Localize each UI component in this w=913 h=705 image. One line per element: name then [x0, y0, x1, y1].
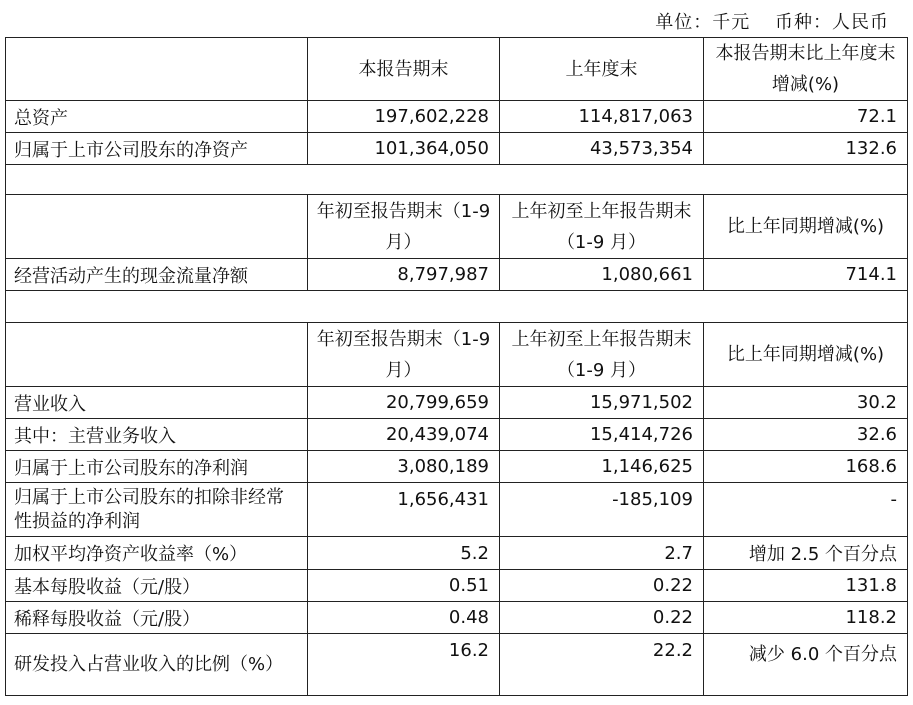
- row-label: 稀释每股收益（元/股）: [6, 602, 308, 634]
- cell-value: 132.6: [704, 133, 908, 165]
- cell-value: 5.2: [308, 537, 500, 570]
- cell-value: 16.2: [308, 634, 500, 696]
- cell-value: 1,146,625: [500, 451, 704, 483]
- row-label: 营业收入: [6, 387, 308, 419]
- row-label: 归属于上市公司股东的净利润: [6, 451, 308, 483]
- cell-value: 714.1: [704, 259, 908, 291]
- cell-value: 0.22: [500, 570, 704, 602]
- cell-value: 8,797,987: [308, 259, 500, 291]
- cell-value: 168.6: [704, 451, 908, 483]
- header-change-pct: 本报告期末比上年度末增减(%): [704, 38, 908, 101]
- cell-value: 0.51: [308, 570, 500, 602]
- cell-value: 1,656,431: [308, 483, 500, 537]
- table-row: [6, 101, 908, 133]
- cell-value: 1,080,661: [500, 259, 704, 291]
- currency-label: 币种：人民币: [775, 12, 889, 33]
- table-row: [6, 259, 908, 291]
- section3-header-row: [6, 323, 908, 387]
- spacer-row: [6, 291, 908, 323]
- header-ytd: 年初至报告期末（1-9 月）: [308, 323, 500, 387]
- row-label: 归属于上市公司股东的扣除非经常性损益的净利润: [6, 483, 308, 537]
- table-row: [6, 419, 908, 451]
- row-label: 研发投入占营业收入的比例（%）: [6, 634, 308, 696]
- header-yoy-change: 比上年同期增减(%): [704, 323, 908, 387]
- table-row: [6, 387, 908, 419]
- table-row: [6, 483, 908, 537]
- cell-value: 72.1: [704, 101, 908, 133]
- unit-label: 单位：千元: [655, 12, 751, 33]
- table-row: [6, 602, 908, 634]
- cell-value: 43,573,354: [500, 133, 704, 165]
- cell-value: 32.6: [704, 419, 908, 451]
- unit-line: [637, 8, 889, 34]
- cell-value: -: [704, 483, 908, 537]
- spacer-cell: [6, 165, 908, 195]
- header-current-period-end: 本报告期末: [308, 38, 500, 101]
- cell-value: 3,080,189: [308, 451, 500, 483]
- table-row: [6, 570, 908, 602]
- table-row: [6, 537, 908, 570]
- section1-header-row: [6, 38, 908, 101]
- cell-value: 118.2: [704, 602, 908, 634]
- financial-table: [5, 37, 908, 696]
- cell-value: -185,109: [500, 483, 704, 537]
- section2-header-row: [6, 195, 908, 259]
- row-label: 归属于上市公司股东的净资产: [6, 133, 308, 165]
- cell-value: 114,817,063: [500, 101, 704, 133]
- cell-value: 2.7: [500, 537, 704, 570]
- row-label: 基本每股收益（元/股）: [6, 570, 308, 602]
- table-row: [6, 451, 908, 483]
- cell-value: 197,602,228: [308, 101, 500, 133]
- row-label: 加权平均净资产收益率（%）: [6, 537, 308, 570]
- cell-value: 101,364,050: [308, 133, 500, 165]
- table-row: [6, 634, 908, 696]
- cell-value: 0.22: [500, 602, 704, 634]
- header-prior-ytd: 上年初至上年报告期末（1-9 月）: [500, 323, 704, 387]
- header-blank: [6, 323, 308, 387]
- row-label: 总资产: [6, 101, 308, 133]
- cell-value: 20,799,659: [308, 387, 500, 419]
- cell-value: 22.2: [500, 634, 704, 696]
- table-row: [6, 133, 908, 165]
- spacer-row: [6, 165, 908, 195]
- cell-value: 0.48: [308, 602, 500, 634]
- header-prior-ytd: 上年初至上年报告期末（1-9 月）: [500, 195, 704, 259]
- header-blank: [6, 38, 308, 101]
- header-prior-year-end: 上年度末: [500, 38, 704, 101]
- spacer-cell: [6, 291, 908, 323]
- header-ytd: 年初至报告期末（1-9 月）: [308, 195, 500, 259]
- cell-value: 20,439,074: [308, 419, 500, 451]
- cell-value: 减少 6.0 个百分点: [704, 634, 908, 696]
- row-label: 其中：主营业务收入: [6, 419, 308, 451]
- row-label: 经营活动产生的现金流量净额: [6, 259, 308, 291]
- header-blank: [6, 195, 308, 259]
- header-yoy-change: 比上年同期增减(%): [704, 195, 908, 259]
- cell-value: 131.8: [704, 570, 908, 602]
- cell-value: 30.2: [704, 387, 908, 419]
- cell-value: 15,971,502: [500, 387, 704, 419]
- cell-value: 15,414,726: [500, 419, 704, 451]
- cell-value: 增加 2.5 个百分点: [704, 537, 908, 570]
